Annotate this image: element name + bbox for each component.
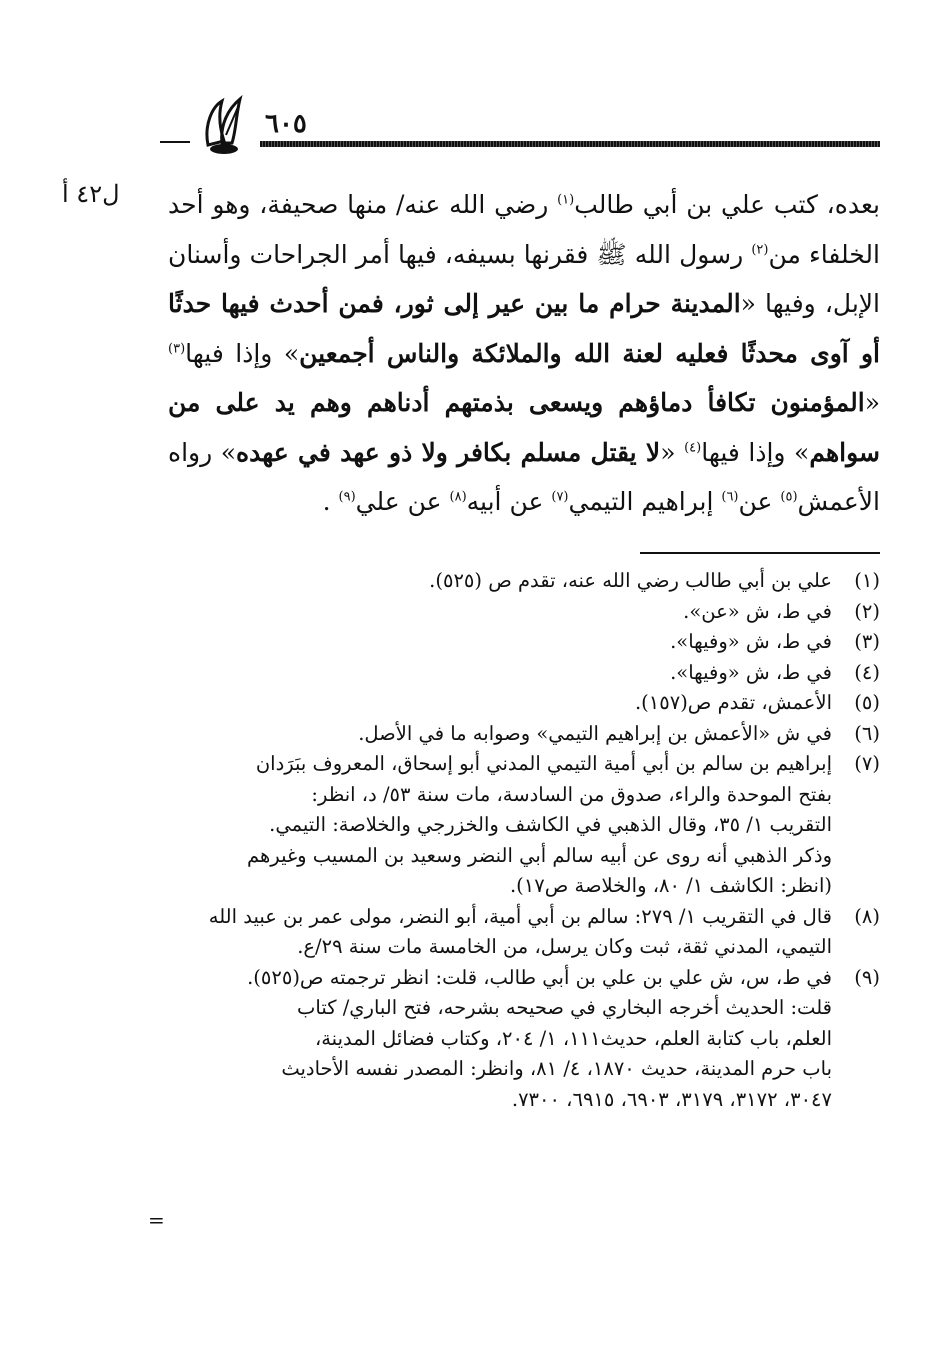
footnote-separator xyxy=(640,552,880,554)
footnote-number: (٥) xyxy=(854,691,880,714)
footnote-number: (٣) xyxy=(854,630,880,653)
footnote-line: التقريب ١/ ٣٥، وقال الذهبي في الكاشف والخزرجي والخلاصة: التيمي. xyxy=(269,813,832,836)
footnote-number: (١) xyxy=(854,569,880,592)
footnote-ref: (٣) xyxy=(168,341,186,357)
footnote-text xyxy=(168,627,832,658)
pen-inkwell-icon xyxy=(200,95,248,155)
footnote xyxy=(168,688,880,719)
page-number: ٦٠٥ xyxy=(265,109,307,139)
text-run: عن أبيه xyxy=(466,487,552,516)
footnote xyxy=(168,566,880,597)
footnote-text xyxy=(168,902,832,963)
footnote-number: (٧) xyxy=(854,752,880,775)
footnote-ref: (٩) xyxy=(338,489,356,505)
footnote-line: العلم، باب كتابة العلم، حديث١١١، ١/ ٢٠٤، وكتاب فضائل المدينة، xyxy=(314,1026,832,1050)
footnote xyxy=(168,658,880,689)
footnote-ref: (٦) xyxy=(721,489,739,505)
hadith-text: المؤمنون تكافأ دماؤهم ويسعى بذمتهم أدناهم وهم يد على من سواهم xyxy=(168,388,880,467)
continuation-mark: = xyxy=(148,1208,165,1232)
text-run: رسول الله ﷺ فقرنها بسيفه، فيها أمر الجراحات وأسنان الإبل، وفيها « xyxy=(168,239,880,318)
footnote-text xyxy=(168,658,832,689)
footnote-ref: (٨) xyxy=(449,489,467,505)
footnote-line: (انظر: الكاشف ١/ ٨٠، والخلاصة ص١٧). xyxy=(509,874,832,897)
footnote-text xyxy=(168,566,832,597)
text-run: عن علي xyxy=(355,487,450,516)
footnote-line: الأعمش، تقدم ص(١٥٧). xyxy=(634,691,832,714)
footnote-line: باب حرم المدينة، حديث ١٨٧٠، ٤/ ٨١، وانظر: المصدر نفسه الأحاديث xyxy=(281,1057,832,1080)
page-header xyxy=(160,95,880,155)
footnote-number: (٨) xyxy=(854,904,880,928)
footnote-line: ٣٠٤٧، ٣١٧٢، ٣١٧٩، ٦٩٠٣، ٦٩١٥، ٧٣٠٠. xyxy=(511,1087,832,1111)
footnote-ref: (٥) xyxy=(780,489,798,505)
footnote xyxy=(168,627,880,658)
footnote-line: علي بن أبي طالب رضي الله عنه، تقدم ص (٥٢٥). xyxy=(429,569,832,592)
hadith-text: المدينة حرام ما بين عير إلى ثور، فمن أحدث فيها حدثًا أو آوى محدثًا فعليه لعنة الله والملائكة والناس أجمعين xyxy=(168,289,880,368)
main-text xyxy=(168,180,880,527)
footnote-ref: (٢) xyxy=(751,242,769,258)
text-run: رضي الله عنه/ منها صحيفة، وهو أحد الخلفاء من xyxy=(168,190,880,269)
footnote-ref: (١) xyxy=(557,192,575,208)
margin-folio-note: ل٤٢ أ xyxy=(62,180,120,208)
text-run: عن xyxy=(738,487,781,516)
footnotes xyxy=(168,566,880,1115)
footnote-number: (٦) xyxy=(854,721,880,745)
footnote-line: التيمي، المدني ثقة، ثبت وكان يرسل، من الخامسة مات سنة ٢٩/ع. xyxy=(297,935,832,958)
paragraph xyxy=(168,180,880,527)
text-run: » وإذا فيها xyxy=(701,437,810,467)
footnote-ref: (٧) xyxy=(551,489,569,505)
footnote-text xyxy=(168,597,832,628)
text-run: « xyxy=(864,388,880,417)
footnote xyxy=(168,902,880,963)
header-rule xyxy=(260,141,880,147)
footnote-text xyxy=(168,749,832,902)
footnote-line: بفتح الموحدة والراء، صدوق من السادسة، مات سنة ٥٣/ د، انظر: xyxy=(311,782,832,806)
footnote-line: وذكر الذهبي أنه روى عن أبيه سالم أبي النضر وسعيد بن المسيب وغيرهم xyxy=(247,843,832,867)
hadith-text: لا يقتل مسلم بكافر ولا ذو عهد في عهده xyxy=(236,437,661,467)
header-rule-short xyxy=(160,141,190,143)
footnote-text xyxy=(168,688,832,719)
footnote-line: قال في التقريب ١/ ٢٧٩: سالم بن أبي أمية، أبو النضر، مولى عمر بن عبيد الله xyxy=(208,904,832,928)
footnote-number: (٢) xyxy=(854,599,880,623)
text-run: « xyxy=(660,437,685,467)
text-run: » وإذا فيها xyxy=(185,338,300,368)
footnote-ref: (٤) xyxy=(684,440,702,456)
footnote-line: في ط، س، ش علي بن علي بن أبي طالب، قلت: انظر ترجمته ص(٥٢٥). xyxy=(247,965,832,989)
text-run: » رواه الأعمش xyxy=(168,437,880,516)
footnote-number: (٩) xyxy=(854,965,880,989)
footnote-line: في ط، ش «وفيها». xyxy=(670,630,832,653)
footnote-text xyxy=(168,719,832,750)
text-run: بعده، كتب علي بن أبي طالب xyxy=(574,190,880,219)
footnote xyxy=(168,963,880,1116)
footnote-line: إبراهيم بن سالم بن أبي أمية التيمي المدني أبو إسحاق، المعروف ببَرَدان xyxy=(255,752,832,775)
footnote-text xyxy=(168,963,832,1116)
footnote xyxy=(168,749,880,902)
footnote-line: في ش «الأعمش بن إبراهيم التيمي» وصوابه ما في الأصل. xyxy=(358,721,832,745)
footnote-line: قلت: الحديث أخرجه البخاري في صحيحه بشرحه، فتح الباري/ كتاب xyxy=(297,996,832,1019)
text-run: إبراهيم التيمي xyxy=(568,487,722,516)
footnote xyxy=(168,719,880,750)
footnote-line: في ط، ش «عن». xyxy=(683,599,832,623)
footnote xyxy=(168,597,880,628)
footnote-line: في ط، ش «وفيها». xyxy=(670,660,832,684)
text-run: . xyxy=(322,487,339,516)
footnote-number: (٤) xyxy=(854,660,880,684)
